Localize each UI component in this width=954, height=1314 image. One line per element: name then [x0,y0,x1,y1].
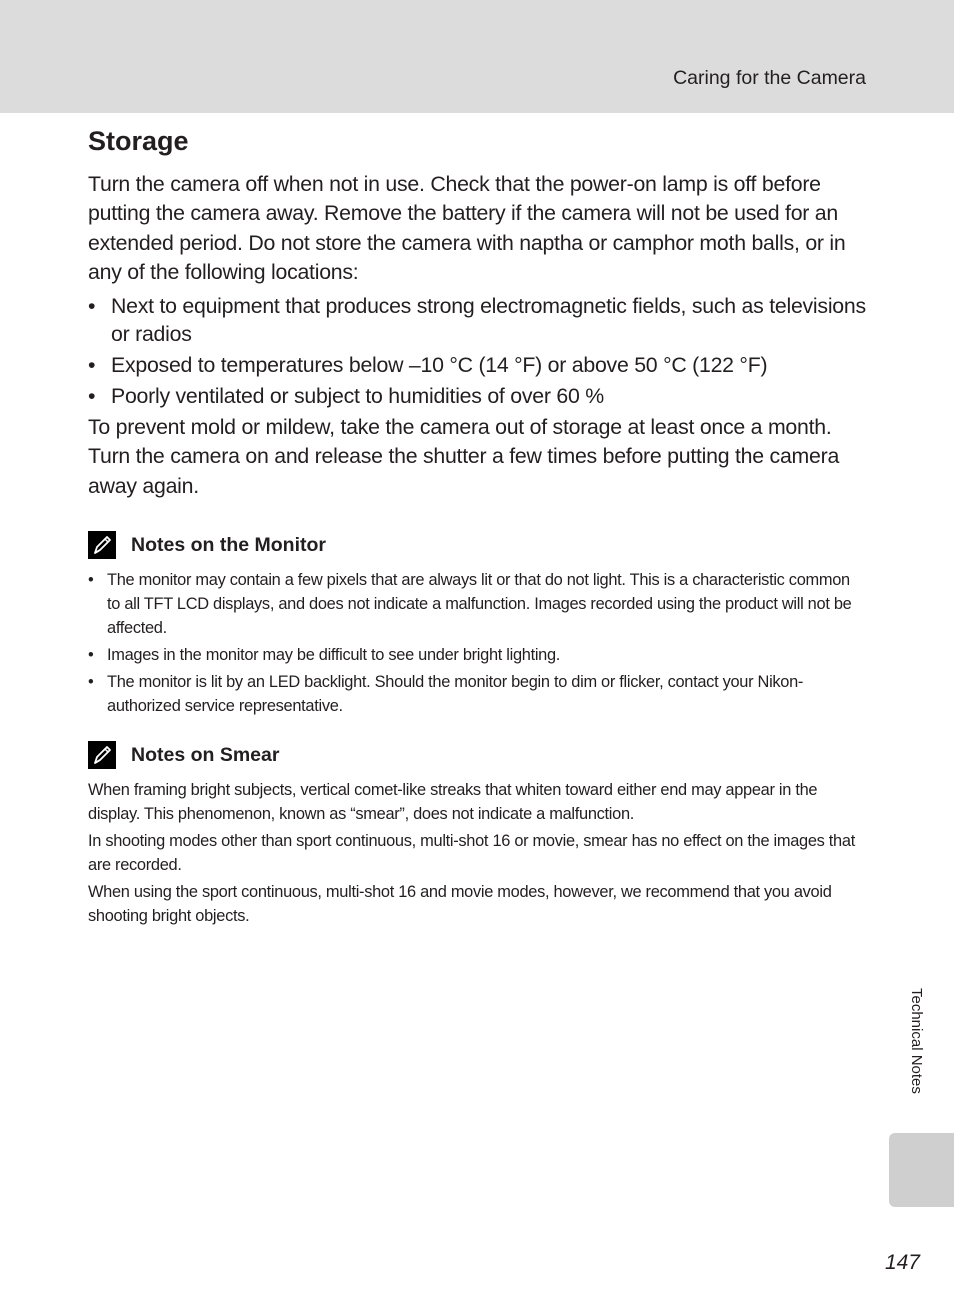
note-title: Notes on the Monitor [131,534,326,557]
intro-paragraph: Turn the camera off when not in use. Check that the power-on lamp is off before putting the camera away. Remove the battery if the camera will not be used for an extended period. Do not store the camera with naptha or camphor moth balls, or in any of the following locations: [88,172,846,284]
bullet-icon: • [88,673,94,692]
note-title: Notes on Smear [131,744,280,767]
storage-locations-list [88,292,866,410]
pencil-note-icon [88,741,116,769]
list-item: • The monitor is lit by an LED backlight. Should the monitor begin to dim or flicker, contact your Nikon-authorized service representative. [88,670,866,718]
side-tab-marker [889,1133,954,1207]
list-item: • Poorly ventilated or subject to humidities of over 60 % [88,384,604,409]
bullet-icon: • [88,571,94,590]
bullet-icon: • [88,384,96,409]
note-monitor [88,528,866,718]
list-item: • The monitor may contain a few pixels that are always lit or that do not light. This is a characteristic common to all TFT LCD displays, and does not indicate a malfunction. Images recorded using the product will not be affected. [88,568,866,640]
note-smear [88,738,866,928]
note-paragraph: When using the sport continuous, multi-shot 16 and movie modes, however, we recommend that you avoid shooting bright objects. [88,883,832,926]
bullet-icon: • [88,294,96,319]
page-content [88,124,866,931]
outro-paragraph: To prevent mold or mildew, take the camera out of storage at least once a month. Turn the camera on and release the shutter a few times before putting the camera away again. [88,415,840,498]
list-item: • Exposed to temperatures below –10 °C (14 °F) or above 50 °C (122 °F) [88,353,768,378]
list-item: • Next to equipment that produces strong electromagnetic fields, such as televisions or radios [88,294,866,347]
side-tab-label: Technical Notes [908,988,925,1094]
running-header-title: Caring for the Camera [673,67,866,89]
note-monitor-list [88,568,866,718]
list-item: • Images in the monitor may be difficult to see under bright lighting. [88,643,866,667]
note-paragraph: When framing bright subjects, vertical comet-like streaks that whiten toward either end may appear in the display. This phenomenon, known as “smear”, does not indicate a malfunction. [88,781,818,824]
note-header [88,528,866,562]
note-header [88,738,866,772]
section-title: Storage [88,126,189,156]
bullet-icon: • [88,353,96,378]
header-band [0,0,954,113]
bullet-icon: • [88,646,94,665]
page-number: 147 [884,1251,920,1274]
note-paragraph: In shooting modes other than sport continuous, multi-shot 16 or movie, smear has no effect on the images that are recorded. [88,832,855,875]
pencil-note-icon [88,531,116,559]
